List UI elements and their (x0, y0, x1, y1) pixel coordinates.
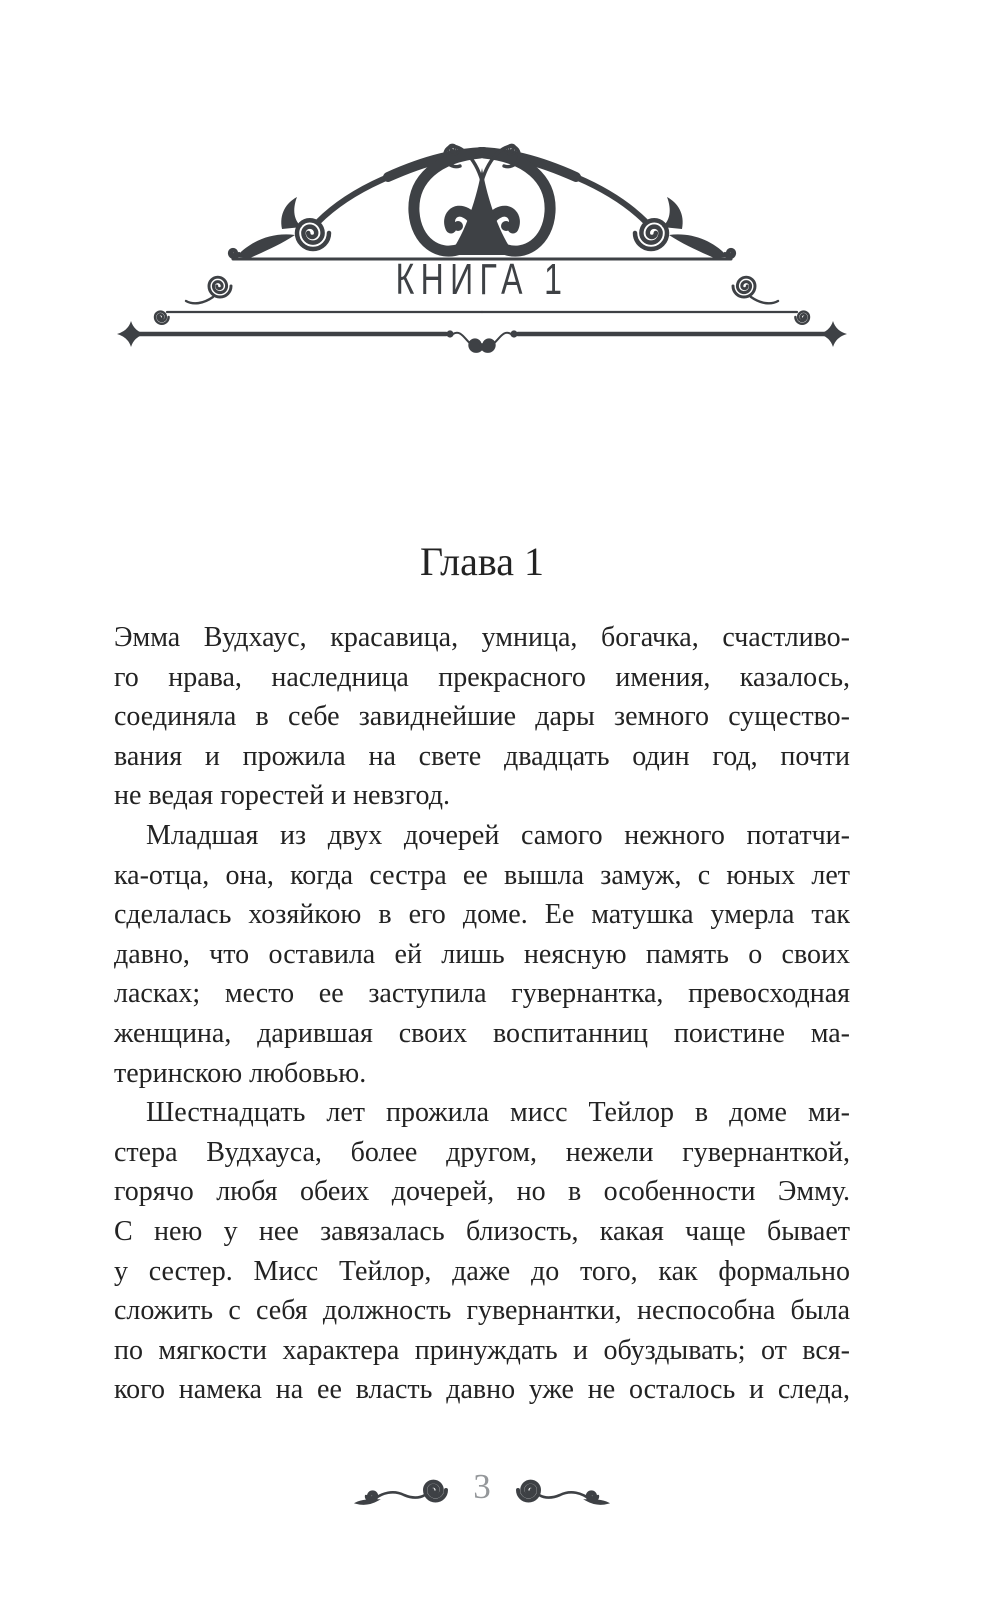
text-line: ка-отца, она, когда сестра ее вышла замуж, с юных лет (114, 859, 850, 891)
text-line: по мягкости характера принуждать и обуздывать; от вся- (114, 1334, 850, 1366)
text-line: ласках; место ее заступила гувернантка, превосходная (114, 978, 850, 1010)
book-title: КНИГА 1 (395, 256, 569, 304)
text-line: женщина, дарившая своих воспитанниц поистине ма- (114, 1017, 850, 1049)
paragraph (114, 816, 850, 1093)
body-text (114, 618, 850, 1410)
paragraph (114, 618, 850, 816)
text-line: вания и прожила на свете двадцать один год, почти (114, 740, 850, 772)
text-line: Шестнадцать лет прожила мисс Тейлор в доме ми- (146, 1097, 850, 1129)
text-line: стера Вудхауса, более другом, нежели гувернанткой, (114, 1136, 850, 1168)
text-line: С нею у нее завязалась близость, какая чаще бывает (114, 1215, 850, 1247)
text-line: Эмма Вудхаус, красавица, умница, богачка, счастливо- (114, 622, 850, 653)
text-line: сложить с себя должность гувернантки, неспособна была (114, 1295, 850, 1327)
text-line: у сестер. Мисс Тейлор, даже до того, как формально (114, 1255, 850, 1287)
paragraph (114, 1093, 850, 1410)
chapter-title: Глава 1 (420, 539, 544, 584)
text-line: Младшая из двух дочерей самого нежного потатчи- (146, 819, 850, 851)
text-line: давно, что оставила ей лишь неясную память о своих (114, 938, 850, 970)
text-line: не ведая горестей и невзгод. (114, 780, 450, 812)
text-line: кого намека на ее власть давно уже не осталось и следа, (114, 1374, 850, 1406)
page-number: 3 (473, 1467, 491, 1506)
text-line: горячо любя обеих дочерей, но в особенности Эмму. (114, 1176, 850, 1208)
text-line: теринскою любовью. (114, 1057, 367, 1089)
text-line: соединяла в себе завиднейшие дары земного существо- (114, 701, 850, 733)
header-flourish (117, 145, 847, 352)
text-line: го нрава, наследница прекрасного имения, казалось, (114, 661, 850, 693)
text-line: сделалась хозяйкою в его доме. Ее матушка умерла так (114, 899, 850, 931)
